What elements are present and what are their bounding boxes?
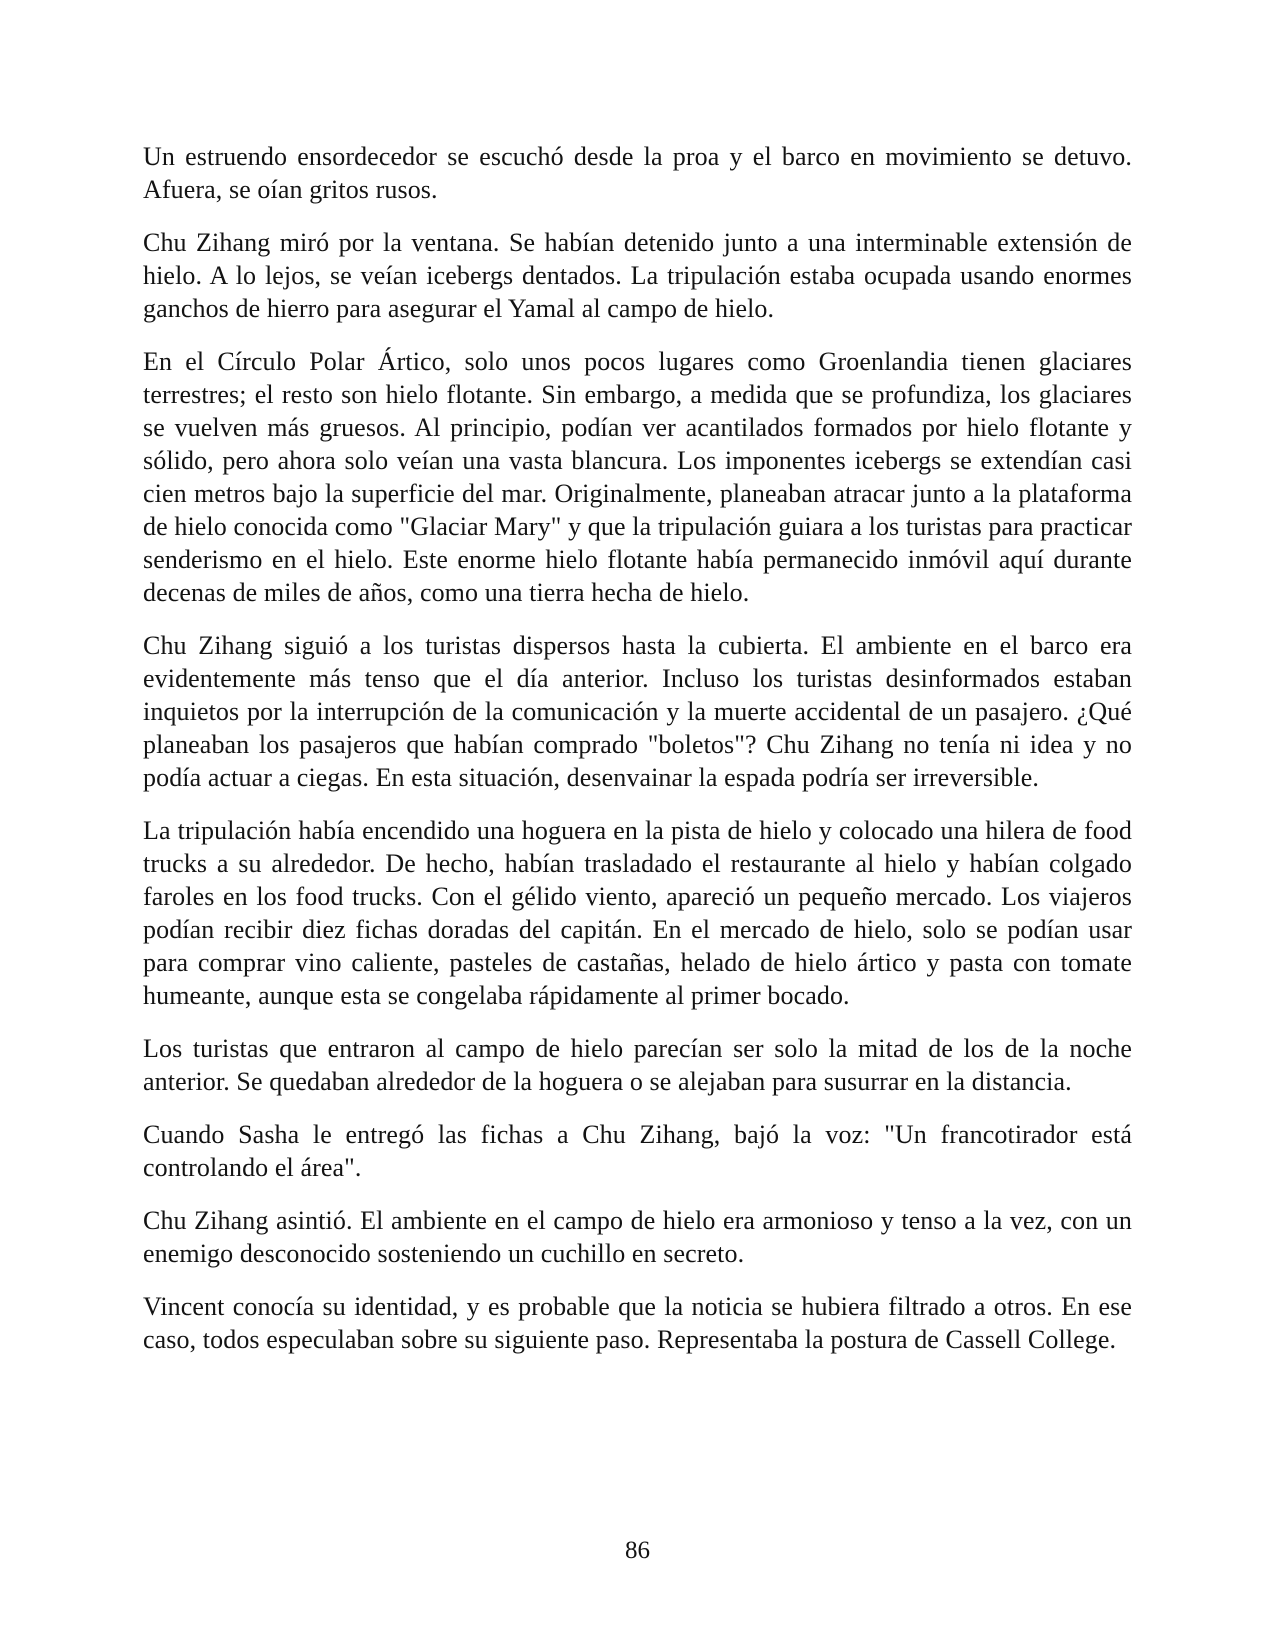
paragraph: Vincent conocía su identidad, y es probable que la noticia se hubiera filtrado a otros. En ese caso, todos especulaban sobre su siguiente paso. Representaba la postura de Cassell College.: [143, 1292, 1132, 1354]
paragraph: Un estruendo ensordecedor se escuchó desde la proa y el barco en movimiento se detuvo. Afuera, se oían gritos rusos.: [143, 142, 1132, 204]
page-number: 86: [625, 1537, 650, 1564]
page-body: [143, 140, 1132, 1356]
paragraph: Chu Zihang siguió a los turistas dispersos hasta la cubierta. El ambiente en el barco era evidentemente más tenso que el día anterior. Incluso los turistas desinformados estaban inquietos por la interrupción de la comunicación y la muerte accidental de un pasajero. ¿Qué planeaban los pasajeros que habían comprado "boletos"? Chu Zihang no tenía ni idea y no podía actuar a ciegas. En esta situación, desenvainar la espada podría ser irreversible.: [143, 631, 1132, 792]
paragraph: Chu Zihang miró por la ventana. Se habían detenido junto a una interminable extensión de hielo. A lo lejos, se veían icebergs dentados. La tripulación estaba ocupada usando enormes ganchos de hierro para asegurar el Yamal al campo de hielo.: [143, 228, 1132, 323]
paragraph: Cuando Sasha le entregó las fichas a Chu Zihang, bajó la voz: "Un francotirador está controlando el área".: [143, 1120, 1132, 1182]
paragraph: Los turistas que entraron al campo de hielo parecían ser solo la mitad de los de la noche anterior. Se quedaban alrededor de la hoguera o se alejaban para susurrar en la distancia.: [143, 1034, 1132, 1096]
paragraph: La tripulación había encendido una hoguera en la pista de hielo y colocado una hilera de food trucks a su alrededor. De hecho, habían trasladado el restaurante al hielo y habían colgado faroles en los food trucks. Con el gélido viento, apareció un pequeño mercado. Los viajeros podían recibir diez fichas doradas del capitán. En el mercado de hielo, solo se podían usar para comprar vino caliente, pasteles de castañas, helado de hielo ártico y pasta con tomate humeante, aunque esta se congelaba rápidamente al primer bocado.: [143, 816, 1132, 1010]
paragraph: Chu Zihang asintió. El ambiente en el campo de hielo era armonioso y tenso a la vez, con un enemigo desconocido sosteniendo un cuchillo en secreto.: [143, 1206, 1132, 1268]
paragraph: En el Círculo Polar Ártico, solo unos pocos lugares como Groenlandia tienen glaciares terrestres; el resto son hielo flotante. Sin embargo, a medida que se profundiza, los glaciares se vuelven más gruesos. Al principio, podían ver acantilados formados por hielo flotante y sólido, pero ahora solo veían una vasta blancura. Los imponentes icebergs se extendían casi cien metros bajo la superficie del mar. Originalmente, planeaban atracar junto a la plataforma de hielo conocida como "Glaciar Mary" y que la tripulación guiara a los turistas para practicar senderismo en el hielo. Este enorme hielo flotante había permanecido inmóvil aquí durante decenas de miles de años, como una tierra hecha de hielo.: [143, 347, 1132, 607]
